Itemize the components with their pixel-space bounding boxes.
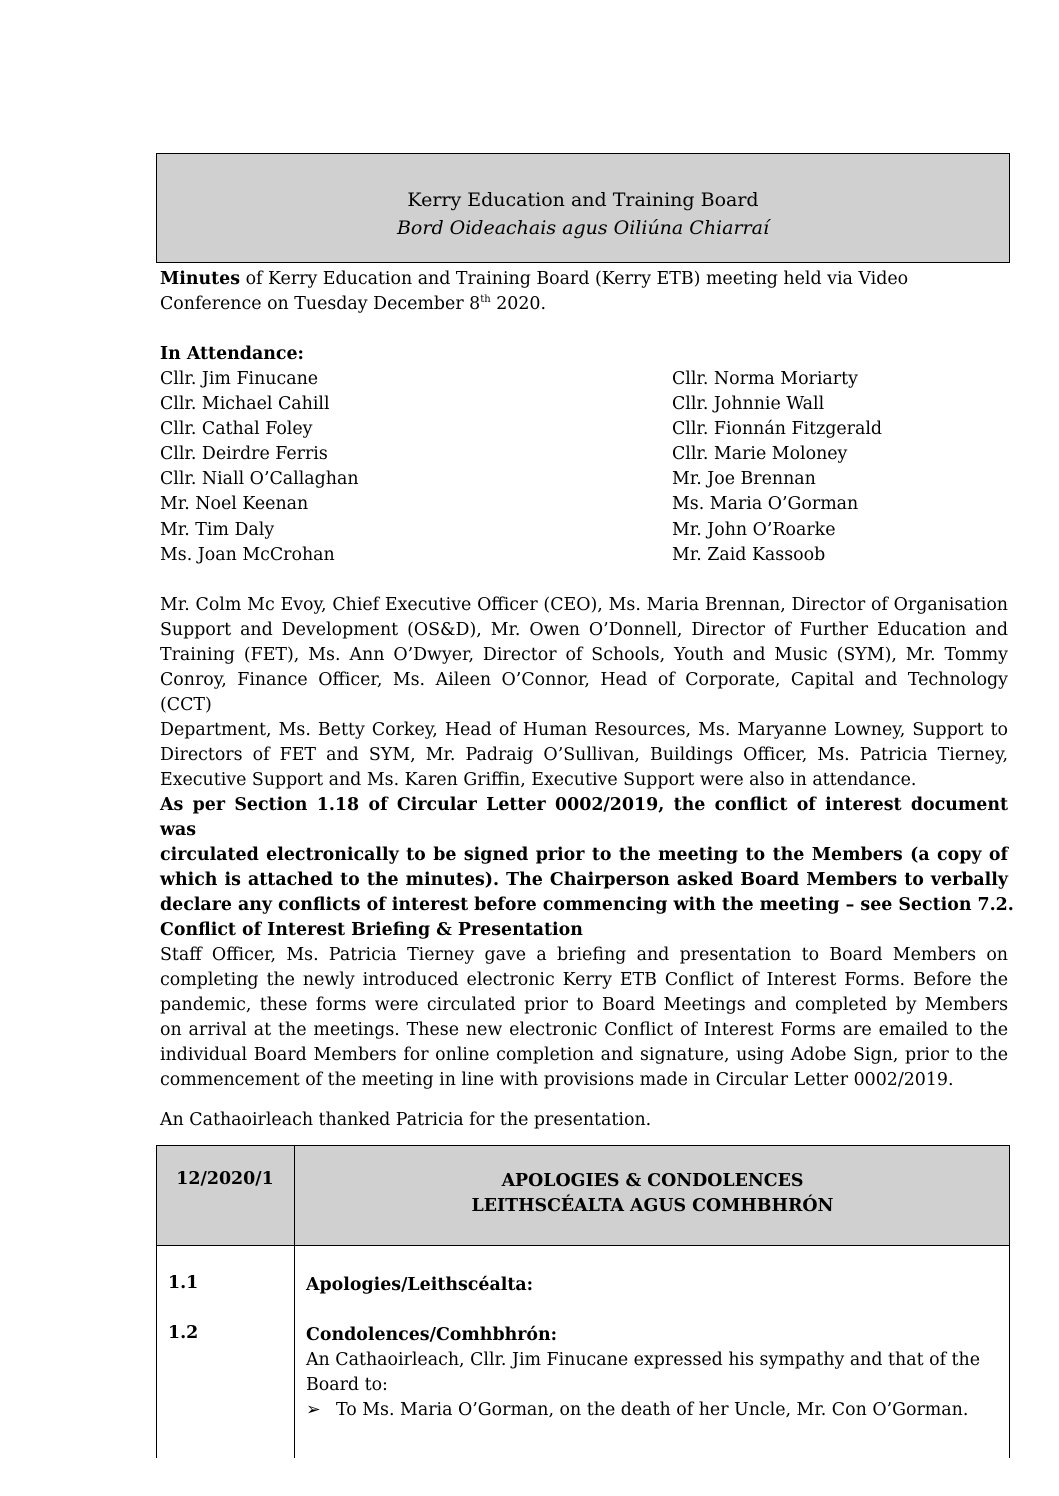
intro-line2: Conference on Tuesday December 8 <box>160 294 481 314</box>
intro-year: 2020. <box>496 294 547 314</box>
attendee: Mr. Joe Brennan <box>672 469 816 490</box>
attendee: Cllr. Fionnán Fitzgerald <box>672 419 883 440</box>
intro-paragraph <box>160 267 1008 317</box>
conflict-paragraph <box>160 793 1014 918</box>
paragraph-line: An Cathaoirleach, Cllr. Jim Finucane expressed his sympathy and that of the <box>306 1350 981 1370</box>
briefing-paragraph <box>160 943 1008 1093</box>
briefing-thanks: An Cathaoirleach thanked Patricia for the presentation. <box>160 1110 652 1130</box>
paragraph-line: Board to: <box>306 1375 388 1395</box>
arrow-bullet-icon: ➢ <box>306 1400 321 1420</box>
paragraph-line: Conroy, Finance Officer, Ms. Aileen O’Connor, Head of Corporate, Capital and Technology (CCT) <box>160 670 1008 715</box>
paragraph-line: individual Board Members for online completion and signature, using Adobe Sign, prior to the <box>160 1045 1008 1065</box>
attendee: Mr. John O’Roarke <box>672 519 836 540</box>
attendee: Mr. Tim Daly <box>160 519 275 540</box>
bullet-text: To Ms. Maria O’Gorman, on the death of her Uncle, Mr. Con O’Gorman. <box>336 1400 969 1420</box>
paragraph-line: Staff Officer, Ms. Patricia Tierney gave a briefing and presentation to Board Members on <box>160 945 1008 965</box>
header-title: Kerry Education and Training Board <box>407 189 759 211</box>
intro-bold-word: Minutes <box>160 269 241 289</box>
bullet-item <box>306 1398 996 1423</box>
attendance-heading: In Attendance: <box>160 344 304 364</box>
paragraph-line: Mr. Colm Mc Evoy, Chief Executive Officer (CEO), Ms. Maria Brennan, Director of Organisation <box>160 595 1008 615</box>
document-header <box>156 153 1010 263</box>
attendee: Ms. Joan McCrohan <box>160 544 335 565</box>
paragraph-line: Executive Support and Ms. Karen Griffin, Executive Support were also in attendance. <box>160 770 917 790</box>
attendee: Cllr. Marie Moloney <box>672 444 848 465</box>
paragraph-line: Directors of FET and SYM, Mr. Padraig O’Sullivan, Buildings Officer, Ms. Patricia Tierney, <box>160 745 1008 765</box>
attendee: Cllr. Jim Finucane <box>160 369 319 389</box>
date-suffix: th <box>480 294 491 306</box>
paragraph-line: circulated electronically to be signed prior to the meeting to the Members (a copy of <box>160 845 1008 865</box>
paragraph-line: commencement of the meeting in line with provisions made in Circular Letter 0002/2019. <box>160 1070 954 1090</box>
item-title-apologies: Apologies/Leithscéalta: <box>306 1275 534 1295</box>
paragraph-line: pandemic, these forms were circulated prior to Board Meetings and completed by Members <box>160 995 1008 1015</box>
paragraph-line: declare any conflicts of interest before commencing with the meeting – see Section 7.2. <box>160 895 1014 915</box>
agenda-heading-en: APOLOGIES & CONDOLENCES <box>501 1171 804 1191</box>
attendee: Mr. Noel Keenan <box>160 494 309 515</box>
paragraph-line: As per Section 1.18 of Circular Letter 0002/2019, the conflict of interest document was <box>160 795 1008 840</box>
attendees-right-column <box>672 367 882 568</box>
paragraph-line: Support and Development (OS&D), Mr. Owen O’Donnell, Director of Further Education and <box>160 620 1008 640</box>
item-title-condolences: Condolences/Comhbhrón: <box>306 1325 558 1345</box>
item-number: 1.1 <box>168 1273 199 1293</box>
intro-line1: of Kerry Education and Training Board (Kerry ETB) meeting held via Video <box>245 269 909 289</box>
condolences-text <box>306 1348 996 1423</box>
attendee: Cllr. Michael Cahill <box>160 394 330 415</box>
paragraph-line: completing the newly introduced electronic Kerry ETB Conflict of Interest Forms. Before the <box>160 970 1008 990</box>
agenda-heading-ga: LEITHSCÉALTA AGUS COMHBHRÓN <box>471 1196 834 1216</box>
paragraph-line: on arrival at the meetings. These new electronic Conflict of Interest Forms are emailed to the <box>160 1020 1008 1040</box>
header-subtitle: Bord Oideachais agus Oiliúna Chiarraí <box>396 217 770 239</box>
agenda-ref: 12/2020/1 <box>176 1169 274 1189</box>
attendee: Ms. Maria O’Gorman <box>672 494 859 515</box>
attendee: Cllr. Deirdre Ferris <box>160 444 328 465</box>
attendee: Cllr. Johnnie Wall <box>672 394 825 415</box>
briefing-heading: Conflict of Interest Briefing & Presentation <box>160 920 583 940</box>
attendee: Cllr. Cathal Foley <box>160 419 313 440</box>
paragraph-line: Training (FET), Ms. Ann O’Dwyer, Director of Schools, Youth and Music (SYM), Mr. Tommy <box>160 645 1008 665</box>
attendees-left-column <box>160 367 359 568</box>
item-number: 1.2 <box>168 1323 199 1343</box>
staff-paragraph <box>160 593 1008 793</box>
paragraph-line: which is attached to the minutes). The Chairperson asked Board Members to verbally <box>160 870 1008 890</box>
attendee: Mr. Zaid Kassoob <box>672 544 826 565</box>
paragraph-line: Department, Ms. Betty Corkey, Head of Human Resources, Ms. Maryanne Lowney, Support to <box>160 720 1008 740</box>
attendee: Cllr. Niall O’Callaghan <box>160 469 359 490</box>
attendee: Cllr. Norma Moriarty <box>672 369 858 389</box>
agenda-table <box>156 1145 1010 1458</box>
